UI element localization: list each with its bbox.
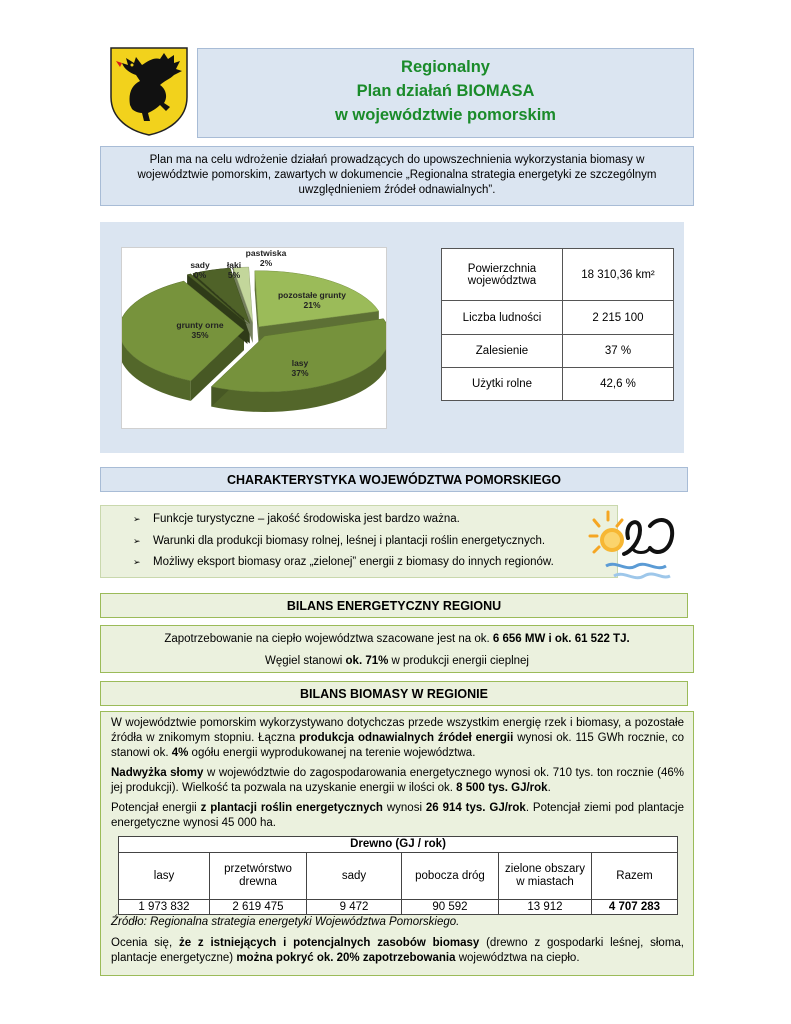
table-cell-total: 4 707 283 — [592, 900, 678, 915]
title-box — [197, 48, 694, 138]
table-cell: 1 973 832 — [119, 900, 210, 915]
text-bold: 26 914 tys. GJ/rok — [425, 802, 526, 814]
pie-slice-value-label: 21% — [303, 300, 321, 310]
column-header: zielone obszary w miastach — [499, 853, 592, 900]
text-span: Zapotrzebowanie na ciepło województwa szacowane jest na ok. — [164, 633, 493, 645]
pie-slice-label: łąki — [226, 260, 242, 270]
paragraph — [111, 801, 684, 831]
land-use-pie-chart — [121, 247, 387, 429]
sun-glasses-logo-icon — [588, 508, 684, 584]
table-row — [119, 837, 678, 853]
title-line-1: Regionalny — [401, 58, 490, 76]
column-header: Razem — [592, 853, 678, 900]
text-bold: z plantacji roślin energetycznych — [200, 802, 383, 814]
text-bold: ok. 71% — [345, 655, 389, 667]
energy-balance-box — [100, 625, 694, 673]
text-bold: Nadwyżka słomy — [111, 767, 204, 779]
paragraph — [111, 936, 684, 966]
pie-slice-label: sady — [190, 260, 210, 270]
list-item — [133, 554, 554, 576]
table-cell: 13 912 — [499, 900, 592, 915]
source-note: Źródło: Regionalna strategia energetyki Województwa Pomorskiego. — [111, 916, 460, 928]
stat-label: Liczba ludności — [442, 301, 563, 335]
pie-slice-value-label: 37% — [291, 368, 309, 378]
list-item — [133, 533, 554, 555]
stat-label: Powierzchnia województwa — [442, 249, 563, 301]
table-row — [442, 335, 674, 368]
table-caption: Drewno (GJ / rok) — [119, 837, 678, 853]
text-span: Ocenia się, — [111, 937, 179, 949]
column-header: przetwórstwo drewna — [210, 853, 307, 900]
text-span: w produkcji energii cieplnej — [388, 655, 529, 667]
text-bold: można pokryć ok. 20% zapotrzebowania — [236, 952, 456, 964]
text-span: W województwie pomorskim wykorzystywano dotychczas przede wszystkim energię rzek i biomasy, a pozostałe źródła w znikomym stopniu. Łączna — [111, 717, 684, 744]
column-header: sady — [307, 853, 402, 900]
arrow-bullet-icon: ➢ — [133, 535, 141, 546]
wood-energy-table — [118, 836, 678, 915]
region-stats-table — [441, 248, 674, 401]
text-span: ogółu energii wyprodukowanej na terenie województwa. — [188, 747, 476, 759]
list-item-text: Możliwy eksport biomasy oraz „zielonej” energii z biomasy do innych regionów. — [153, 556, 554, 568]
biomass-balance-box — [100, 711, 694, 976]
table-row — [119, 853, 678, 900]
stat-value: 42,6 % — [563, 368, 674, 401]
section-header-energy-balance: BILANS ENERGETYCZNY REGIONU — [100, 593, 688, 618]
pie-slice-label: pastwiska — [245, 248, 287, 258]
text-span: wynosi — [382, 802, 426, 814]
stat-label: Użytki rolne — [442, 368, 563, 401]
pie-slice-value-label: 5% — [227, 270, 241, 280]
paragraph — [111, 766, 684, 796]
text-span: . — [547, 782, 551, 794]
stat-value: 2 215 100 — [563, 301, 674, 335]
energy-demand-text — [101, 628, 693, 650]
pie-svg — [122, 248, 386, 428]
list-item-text: Warunki dla produkcji biomasy rolnej, leśnej i plantacji roślin energetycznych. — [153, 534, 546, 547]
text-bold: produkcja odnawialnych źródeł energii — [299, 732, 514, 744]
table-row — [442, 249, 674, 301]
pie-slice-label: pozostałe grunty — [277, 290, 347, 300]
text-bold: 8 500 tys. GJ/rok — [456, 782, 548, 794]
text-span: Potencjał energii — [111, 802, 201, 814]
text-span: województwa na ciepło. — [455, 952, 580, 964]
arrow-bullet-icon: ➢ — [133, 557, 141, 567]
table-row — [442, 368, 674, 401]
text-bold: 6 656 MW i ok. 61 522 TJ. — [492, 633, 630, 645]
list-item — [133, 511, 554, 533]
coal-share-text — [101, 650, 693, 672]
section-header-characteristics: CHARAKTERYSTYKA WOJEWÓDZTWA POMORSKIEGO — [100, 467, 688, 492]
section-header-biomass-balance: BILANS BIOMASY W REGIONIE — [100, 681, 688, 706]
pie-slice-value-label: 0% — [193, 270, 207, 280]
text-span: (drewno z gospodarki leśnej, słoma, plantacje energetyczne) — [111, 937, 684, 964]
table-cell: 90 592 — [402, 900, 499, 915]
pie-slice-value-label: 2% — [259, 258, 273, 268]
text-bold: 4% — [171, 747, 189, 759]
text-span: Węgiel stanowi — [264, 655, 346, 667]
text-span: . Potencjał ziemi pod plantacje energetyczne wynosi 45 000 ha. — [111, 802, 684, 829]
stat-label: Zalesienie — [442, 335, 563, 368]
pomorskie-crest-icon — [108, 45, 190, 137]
table-row — [119, 900, 678, 915]
stat-value: 18 310,36 km² — [563, 249, 674, 301]
column-header: pobocza dróg — [402, 853, 499, 900]
paragraph — [111, 716, 684, 761]
list-item-text: Funkcje turystyczne – jakość środowiska jest bardzo ważna. — [153, 513, 460, 525]
text-span: w województwie do zagospodarowania energetycznego wynosi ok. 710 tys. ton rocznie (46% jej produkcji). Wielkość ta pozwala na uzyskanie energii w ilości ok. — [111, 767, 684, 794]
characteristics-list — [133, 511, 554, 576]
stat-value: 37 % — [563, 335, 674, 368]
column-header: lasy — [119, 853, 210, 900]
text-span: wynosi ok. 115 GWh rocznie, co stanowi ok. — [111, 732, 685, 759]
table-cell: 2 619 475 — [210, 900, 307, 915]
text-bold: że z istniejących i potencjalnych zasobów biomasy — [178, 937, 480, 949]
intro-text: Plan ma na celu wdrożenie działań prowadzących do upowszechnienia wykorzystania biomasy w województwie pomorskim, zawartych w dokumencie „Regionalna strategia energetyki ze szczególnym uwzględnieniem źródeł odnawialnych”. — [100, 146, 694, 206]
title-line-2: Plan działań BIOMASA — [356, 82, 535, 100]
table-cell: 9 472 — [307, 900, 402, 915]
pie-slice-value-label: 35% — [191, 330, 209, 340]
title-line-3: w województwie pomorskim — [335, 106, 556, 124]
pie-slice-label: grunty orne — [176, 320, 224, 330]
arrow-bullet-icon: ➢ — [133, 514, 141, 524]
table-row — [442, 301, 674, 335]
pie-slice-label: lasy — [291, 358, 309, 368]
